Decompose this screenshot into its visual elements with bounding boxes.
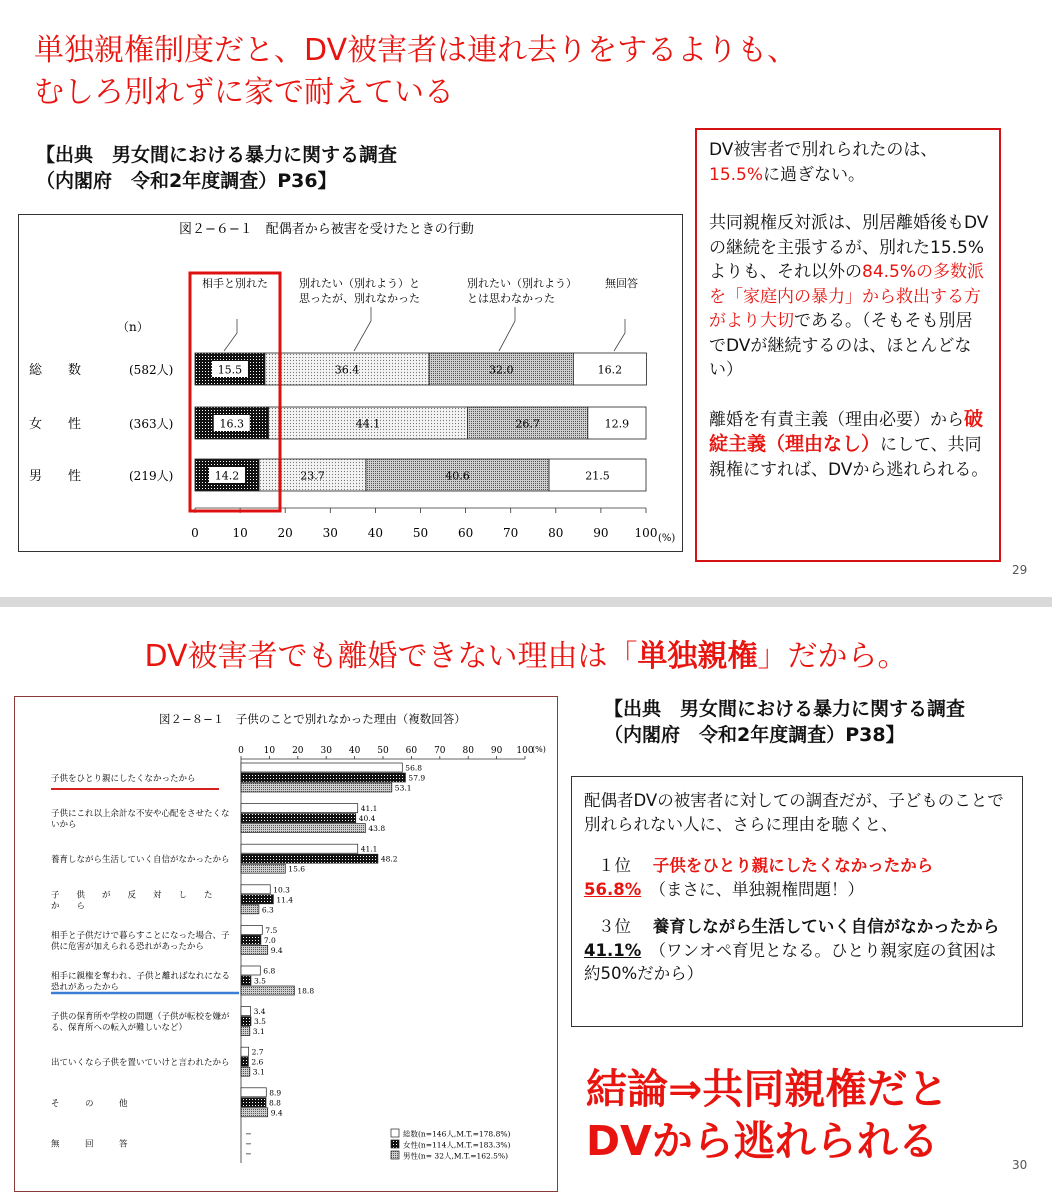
legend-label-3: とは思わなかった — [467, 292, 555, 305]
x-tick-label: 50 — [412, 526, 429, 540]
slide-title: 単独親権制度だと、DV被害者は連れ去りをするよりも、 むしろ別れずに家で耐えている — [34, 33, 798, 110]
bar — [241, 976, 251, 985]
source-citation: 【出典 男女間における暴力に関する調査 （内閣府 令和2年度調査）P38】 — [604, 698, 966, 746]
bar — [241, 864, 285, 873]
category-n: (219人) — [129, 469, 174, 483]
bar — [241, 1047, 249, 1056]
bar — [241, 925, 262, 934]
bar — [241, 814, 356, 823]
value-label: 16.3 — [219, 417, 245, 431]
value-label: 15.6 — [288, 864, 306, 874]
value-label: 53.1 — [394, 783, 412, 793]
category-label: 相手に親権を奪われ、子供と離ればなれになる — [51, 971, 231, 982]
x-tick-label: 90 — [593, 526, 609, 540]
value-label: 3.4 — [253, 1007, 266, 1017]
category-label: 総 数 — [29, 363, 82, 378]
value-label: 3.5 — [253, 1017, 266, 1027]
missing-label: − — [245, 1129, 252, 1139]
value-label: 3.1 — [252, 1067, 265, 1077]
bar — [241, 1108, 268, 1117]
bar — [241, 844, 358, 853]
category-label: か ら — [51, 901, 86, 912]
bar — [241, 763, 402, 772]
x-tick-label: 40 — [367, 526, 384, 540]
category-n: (582人) — [129, 363, 174, 377]
value-label: 12.9 — [604, 417, 630, 431]
value-label: 23.7 — [300, 469, 325, 483]
category-label: いから — [51, 820, 77, 831]
bar — [241, 854, 378, 863]
x-tick-label: 20 — [277, 526, 293, 540]
leader-line-4 — [614, 319, 625, 351]
category-label: 子供をひとり親にしたくなかったから — [51, 774, 196, 784]
legend-label: 女性(n=114人,M.T.=183.3%) — [403, 1140, 511, 1150]
commentary-box: 配偶者DVの被害者に対しての調査だが、子どものことで別れられない人に、さらに理由を聴くと、 １位 子供をひとり親にしたくなかったから 56.8% （まさに、単独親権問題！） ３位 養育しながら生活していく自信がなかったから 41.1% （ワンオペ育児となる。ひとり親家庭の貧困は約50%だから） — [571, 776, 1023, 1027]
value-label: 7.5 — [265, 925, 278, 935]
unit-label: (%) — [658, 533, 676, 544]
paragraph-3: 離婚を有責主義（理由必要）から破綻主義（理由なし）にして、共同親権にすれば、DVから逃れられる。 — [709, 407, 989, 480]
value-label: 43.8 — [368, 824, 386, 834]
category-n: (363人) — [129, 417, 174, 431]
category-label: 供に危害が加えられる恐れがあったから — [51, 941, 204, 952]
bar — [241, 1088, 266, 1097]
legend-swatch — [391, 1140, 399, 1148]
value-label: 6.8 — [263, 966, 276, 976]
commentary-box — [695, 128, 1001, 562]
category-label: 無 回 答 — [51, 1139, 128, 1150]
value-label: 10.3 — [273, 885, 290, 895]
bar — [241, 1057, 248, 1066]
bar — [241, 1027, 250, 1036]
source-citation: 【出典 男女間における暴力に関する調査 （内閣府 令和2年度調査）P36】 — [36, 144, 398, 192]
n-header: （n） — [117, 320, 149, 334]
missing-label: − — [245, 1139, 252, 1149]
value-label: 9.4 — [270, 1108, 283, 1118]
grouped-bar-chart — [15, 697, 557, 1191]
x-tick-label: 60 — [405, 746, 418, 756]
bar — [241, 986, 294, 995]
x-tick-label: 40 — [348, 746, 361, 756]
legend-label-3: 別れたい（別れよう） — [467, 277, 577, 290]
category-label: 男 性 — [29, 469, 82, 484]
bar — [241, 783, 392, 792]
conclusion: 結論⇒共同親権だと DVから逃れられる — [586, 1065, 949, 1165]
slide-title: DV被害者でも離婚できない理由は「単独親権」だから。 — [144, 639, 908, 674]
x-tick-label: 30 — [322, 526, 338, 540]
intro-text: 配偶者DVの被害者に対しての調査だが、子どものことで別れられない人に、さらに理由を聴くと、 — [584, 791, 1004, 834]
bar — [241, 824, 365, 833]
value-label: 56.8 — [405, 763, 423, 773]
x-tick-label: 70 — [503, 526, 519, 540]
bar — [241, 1007, 251, 1016]
category-label: 出ていくなら子供を置いていけと言われたから — [51, 1058, 230, 1069]
x-tick-label: 80 — [462, 746, 474, 756]
category-label: 相手と子供だけで暮らすことになった場合、子 — [51, 930, 230, 941]
legend-label-2: 思ったが、別れなかった — [299, 292, 420, 305]
value-label: 3.1 — [252, 1027, 265, 1037]
value-label: 11.4 — [276, 895, 294, 905]
bar — [241, 945, 268, 954]
paragraph-2: 共同親権反対派は、別居離婚後もDVの継続を主張するが、別れた15.5%よりも、それ以外の84.5%の多数派を「家庭内の暴力」から救出する方がより大切である。（そもそも別居でDVが継続するのは、ほとんどない） — [709, 213, 989, 380]
value-label: 26.7 — [515, 417, 540, 431]
legend-swatch — [391, 1151, 399, 1159]
x-tick-label: 10 — [232, 526, 248, 540]
category-label: 子供の保育所や学校の問題（子供が転校を嫌が — [51, 1012, 230, 1023]
bar — [241, 905, 259, 914]
category-label: 養育しながら生活していく自信がなかったから — [51, 855, 230, 866]
leader-line-2 — [354, 307, 371, 351]
value-label: 16.2 — [597, 363, 623, 377]
bar — [241, 895, 273, 904]
x-tick-label: 0 — [191, 526, 199, 540]
value-label: 40.6 — [445, 469, 470, 483]
x-tick-label: 30 — [320, 746, 332, 756]
bar — [241, 1098, 266, 1107]
value-label: 9.4 — [270, 945, 283, 955]
chart-title: 図２−８−１ 子供のことで別れなかった理由（複数回答） — [159, 712, 466, 726]
slide-30 — [0, 607, 1052, 1200]
value-label: 41.1 — [360, 804, 378, 814]
unit-label: (%) — [532, 745, 546, 754]
x-tick-label: 60 — [457, 526, 474, 540]
bar — [241, 804, 358, 813]
value-label: 8.9 — [269, 1088, 282, 1098]
value-label: 41.1 — [360, 844, 378, 854]
legend-label-1: 相手と別れた — [202, 277, 268, 290]
legend-label: 総数(n=146人,M.T.=178.8%) — [403, 1129, 511, 1139]
value-label: 40.4 — [358, 814, 376, 824]
chart-title: 図２−６−１ 配偶者から被害を受けたときの行動 — [179, 222, 474, 237]
x-tick-label: 80 — [548, 526, 564, 540]
paragraph-1: DV被害者で別れられたのは、15.5%に過ぎない。 — [709, 140, 938, 185]
category-label: 恐れがあったから — [51, 982, 119, 993]
value-label: 14.2 — [214, 469, 240, 483]
value-label: 7.0 — [263, 935, 276, 945]
figure-2-8-1 — [14, 696, 558, 1192]
x-tick-label: 10 — [263, 746, 276, 756]
x-tick-label: 100 — [516, 746, 534, 756]
x-tick-label: 0 — [238, 746, 244, 756]
category-label: る、保育所への転入が難しいなど） — [51, 1023, 188, 1034]
rank-3: ３位 養育しながら生活していく自信がなかったから 41.1% （ワンオペ育児となる。ひとり親家庭の貧困は約50%だから） — [584, 917, 1000, 983]
x-tick-label: 50 — [377, 746, 389, 756]
figure-2-6-1 — [18, 214, 683, 552]
bar — [241, 773, 405, 782]
slide-29 — [0, 0, 1052, 597]
x-tick-label: 100 — [634, 526, 658, 540]
legend-label-2: 別れたい（別れよう）と — [299, 277, 420, 290]
value-label: 8.8 — [268, 1098, 281, 1108]
leader-line-3 — [499, 307, 515, 351]
value-label: 15.5 — [217, 363, 243, 377]
legend-label: 男性(n= 32人,M.T.=162.5%) — [403, 1151, 509, 1161]
legend-swatch — [391, 1129, 399, 1137]
leader-line-1 — [224, 319, 237, 351]
page-number: 30 — [1012, 1158, 1028, 1172]
value-label: 48.2 — [380, 854, 398, 864]
bar — [241, 885, 270, 894]
missing-label: − — [245, 1149, 252, 1159]
bar — [241, 935, 261, 944]
value-label: 57.9 — [408, 773, 426, 783]
value-label: 44.1 — [355, 417, 381, 431]
category-label: 女 性 — [29, 417, 82, 432]
category-label: 子 供 が 反 対 し た — [51, 890, 230, 901]
category-label: 子供にこれ以上余計な不安や心配をさせたくな — [51, 809, 230, 820]
value-label: 18.8 — [297, 986, 315, 996]
x-tick-label: 90 — [490, 746, 503, 756]
value-label: 36.4 — [334, 363, 360, 377]
category-label: そ の 他 — [51, 1098, 128, 1109]
bar — [241, 966, 260, 975]
value-label: 2.7 — [251, 1047, 264, 1057]
stacked-bar-chart — [19, 215, 682, 551]
value-label: 32.0 — [488, 363, 514, 377]
value-label: 2.6 — [251, 1057, 264, 1067]
value-label: 21.5 — [585, 469, 610, 483]
bar — [241, 1067, 250, 1076]
x-tick-label: 70 — [434, 746, 446, 756]
bar — [241, 1017, 251, 1026]
page-number: 29 — [1012, 563, 1028, 577]
value-label: 3.5 — [253, 976, 266, 986]
value-label: 6.3 — [261, 905, 274, 915]
legend-label-4: 無回答 — [605, 277, 638, 290]
rank-1: １位 子供をひとり親にしたくなかったから — [598, 856, 934, 875]
x-tick-label: 20 — [292, 746, 304, 756]
